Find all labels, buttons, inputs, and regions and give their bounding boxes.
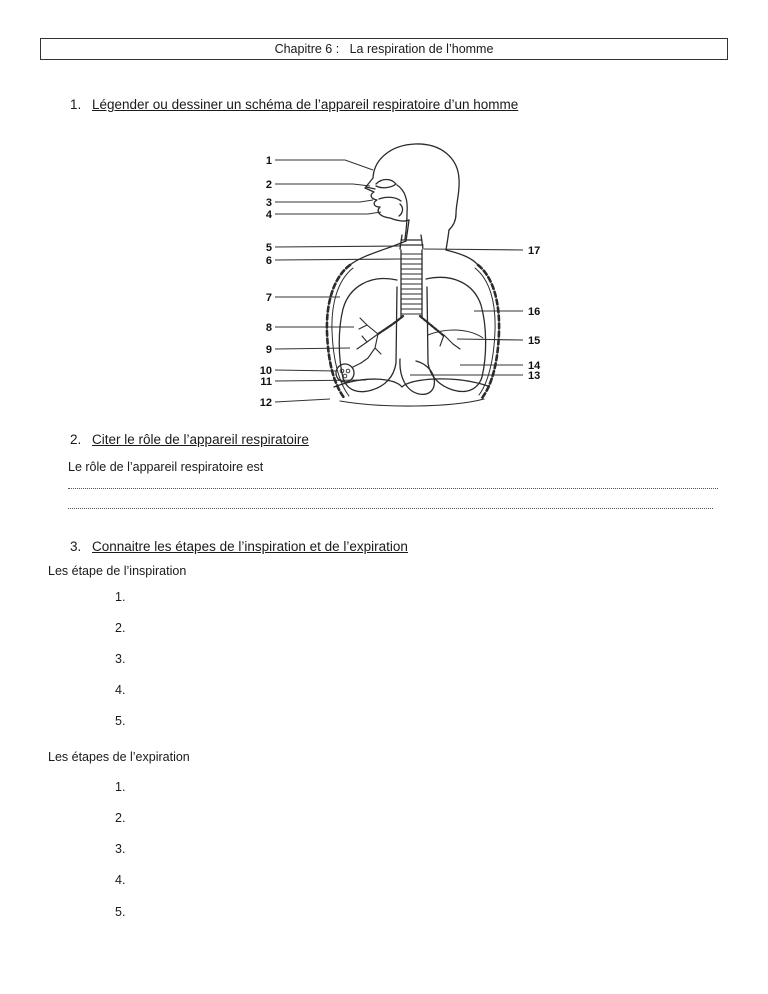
diagram-label-2: 2 — [265, 179, 272, 191]
question2-title: Citer le rôle de l’appareil respiratoire — [92, 432, 309, 447]
diagram-label-17: 17 — [528, 245, 541, 257]
expiration-step-2: 2. — [115, 811, 126, 825]
diagram-label-13: 13 — [528, 370, 541, 382]
inspiration-step-4: 4. — [115, 683, 126, 697]
diagram-label-12: 12 — [259, 397, 272, 409]
inspiration-step-2: 2. — [115, 621, 126, 635]
expiration-step-4: 4. — [115, 873, 126, 887]
diagram-label-15: 15 — [528, 335, 541, 347]
trachea — [378, 235, 444, 336]
head-outline — [365, 144, 459, 250]
expiration-step-3: 3. — [115, 842, 126, 856]
question1-title: Légender ou dessiner un schéma de l’appareil respiratoire d’un homme — [92, 97, 519, 112]
answer-dotted-line-2 — [68, 500, 713, 509]
inspiration-steps-label: Les étape de l’inspiration — [48, 564, 187, 578]
inspiration-step-5: 5. — [115, 714, 126, 728]
expiration-step-1: 1. — [115, 780, 126, 794]
lungs — [339, 277, 485, 394]
respiratory-system-diagram — [250, 137, 550, 417]
diagram-label-3: 3 — [265, 197, 272, 209]
diagram-label-6: 6 — [265, 255, 272, 267]
inspiration-step-1: 1. — [115, 590, 126, 604]
question1-number: 1. — [70, 97, 82, 112]
diagram-label-4: 4 — [265, 209, 272, 221]
alveoli-circle — [336, 364, 354, 382]
diagram-label-8: 8 — [265, 322, 272, 334]
ribcage-outline — [327, 241, 499, 406]
question2-lead-text: Le rôle de l’appareil respiratoire est — [68, 460, 264, 474]
diagram-label-7: 7 — [265, 292, 272, 304]
diagram-label-16: 16 — [528, 306, 541, 318]
inspiration-step-3: 3. — [115, 652, 126, 666]
question3-title: Connaitre les étapes de l’inspiration et de l’expiration — [92, 539, 408, 554]
diagram-label-1: 1 — [265, 155, 272, 167]
diagram-label-10: 10 — [259, 365, 272, 377]
diagram-label-5: 5 — [265, 242, 272, 254]
diagram-label-14: 14 — [528, 360, 541, 372]
expiration-steps-label: Les étapes de l’expiration — [48, 750, 190, 764]
answer-dotted-line-1 — [68, 480, 718, 489]
diagram-label-9: 9 — [265, 344, 272, 356]
question2-number: 2. — [70, 432, 82, 447]
chapter-header: Chapitre 6 : La respiration de l’homme — [40, 38, 728, 60]
question3-number: 3. — [70, 539, 82, 554]
bronchial-tree — [336, 318, 460, 382]
diagram-label-11: 11 — [260, 376, 272, 388]
expiration-step-5: 5. — [115, 905, 126, 919]
